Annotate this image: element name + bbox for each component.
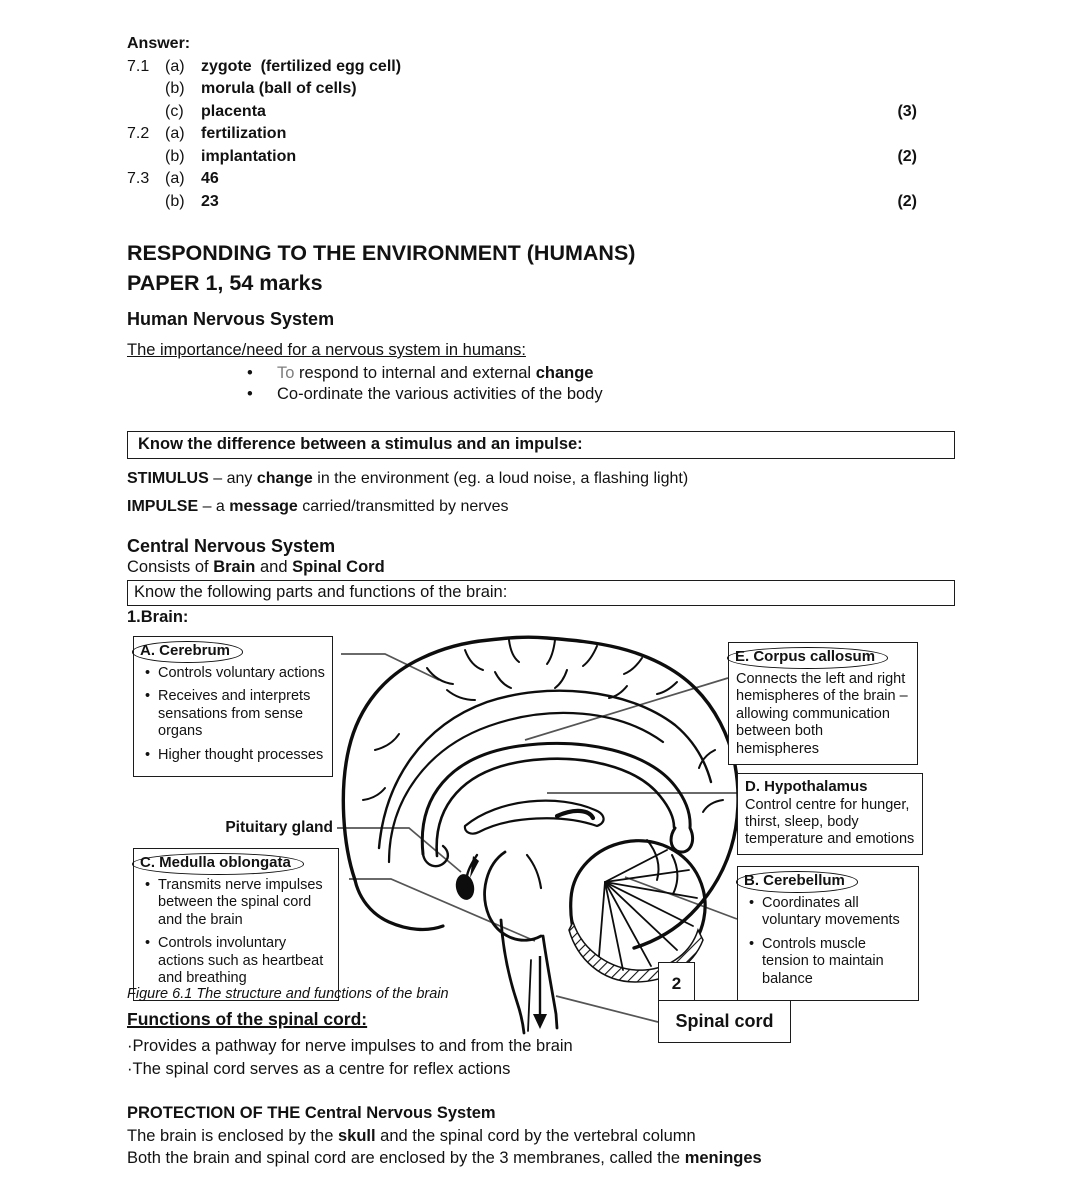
protection-meninges-word: meninges (684, 1149, 762, 1167)
medulla-functions-list (141, 877, 331, 988)
protection-line2-pre: Both the brain and spinal cord are enclosed by the 3 membranes, called the (127, 1149, 685, 1167)
stimulus-mid: – any (208, 470, 257, 487)
consists-spinal-cord: Spinal Cord (292, 558, 385, 576)
spinal-function-line: ·The spinal cord serves as a centre for reflex actions (127, 1060, 511, 1078)
answer-row (127, 78, 917, 101)
answer-letter: (b) (165, 147, 185, 165)
brain-figure (127, 630, 957, 1082)
cerebrum-title: A. Cerebrum (140, 642, 231, 659)
impulse-definition (127, 493, 1080, 521)
protection-line1-rest: and the spinal cord by the vertebral column (375, 1126, 696, 1145)
pituitary-gland-label: Pituitary gland (225, 819, 333, 836)
importance-heading: The importance/need for a nervous system in humans: (127, 341, 526, 359)
answer-label: Answer: (127, 35, 191, 52)
stimulus-bold-word: change (256, 470, 313, 487)
brain-numbered-label: 1.Brain: (127, 608, 189, 626)
know-difference-box: Know the difference between a stimulus and an impulse: (127, 431, 955, 459)
list-item: • Transmits nerve impulses between the spinal cord and the brain (141, 877, 331, 930)
cerebellum-title: B. Cerebellum (744, 872, 845, 889)
bullet-mid: respond to internal and external (294, 364, 536, 382)
answer-row (127, 123, 917, 146)
subsection-title: Human Nervous System (127, 309, 335, 329)
consists-mid: and (255, 558, 293, 576)
importance-bullet-list (127, 363, 1080, 405)
hypothalamus-title: D. Hypothalamus (745, 778, 868, 795)
answer-row (127, 168, 917, 191)
answer-letter: (a) (165, 125, 185, 142)
corpus-callosum-title: E. Corpus callosum (735, 648, 876, 665)
cns-heading: Central Nervous System (127, 536, 336, 556)
answer-section (127, 33, 917, 213)
corpus-callosum-title-ellipse (727, 647, 888, 669)
answer-text: placenta (201, 102, 266, 120)
bullet-bold: change (535, 364, 594, 382)
answer-text: 46 (201, 170, 219, 187)
answer-row (127, 56, 917, 79)
answer-number (127, 191, 165, 214)
label-box-corpus-callosum (728, 642, 918, 765)
answer-number: 7.3 (127, 170, 150, 187)
hypothalamus-description: Control centre for hunger, thirst, sleep, body temperature and emotions (745, 797, 915, 847)
label-box-medulla-oblongata (133, 848, 339, 1001)
list-item: • Higher thought processes (141, 747, 325, 765)
bullet-lead: To (277, 364, 295, 382)
spinal-cord-label-box: Spinal cord (658, 1000, 791, 1043)
cns-consists-line (127, 557, 1080, 578)
impulse-mid: – a (198, 498, 230, 515)
list-item: • Controls muscle tension to maintain balance (745, 936, 911, 989)
corpus-callosum-description: Connects the left and right hemispheres of the brain – allowing communication between both hemispheres (736, 670, 908, 757)
consists-pre: Consists of (127, 558, 214, 576)
stimulus-definition (127, 465, 1080, 493)
answer-number (127, 101, 165, 124)
impulse-rest: carried/transmitted by nerves (297, 498, 509, 515)
answer-number (127, 146, 165, 169)
cerebrum-functions-list (141, 665, 325, 765)
section-title-line1: RESPONDING TO THE ENVIRONMENT (HUMANS) (127, 241, 636, 265)
page-number-box: 2 (658, 962, 695, 1006)
protection-line (127, 1125, 1080, 1148)
figure-caption: Figure 6.1 The structure and functions of the brain (127, 986, 449, 1002)
answer-marks: (3) (897, 102, 917, 120)
spinal-functions-heading: Functions of the spinal cord: (127, 1009, 368, 1029)
answer-letter: (a) (165, 57, 185, 75)
protection-line1-pre: The brain is enclosed by the (127, 1126, 338, 1145)
answer-text: fertilization (201, 125, 287, 142)
label-box-cerebellum (737, 866, 919, 1001)
list-item: • Coordinates all voluntary movements (745, 895, 911, 930)
answer-number: 7.2 (127, 125, 150, 142)
impulse-bold-word: message (229, 498, 298, 515)
answer-text: morula (ball of cells) (201, 80, 357, 97)
answer-number: 7.1 (127, 57, 150, 75)
protection-section (127, 1102, 1080, 1170)
list-item: • Receives and interprets sensations from sense organs (141, 688, 325, 741)
protection-heading: PROTECTION OF THE Central Nervous System (127, 1104, 496, 1122)
answer-text: implantation (201, 147, 297, 165)
answer-marks (873, 56, 917, 79)
answer-marks: (2) (897, 192, 917, 210)
section-title (127, 238, 1080, 298)
section-title-line2: PAPER 1, 54 marks (127, 271, 323, 295)
bullet-item (127, 363, 1080, 384)
answer-marks (873, 78, 917, 101)
medulla-title: C. Medulla oblongata (140, 854, 291, 871)
spinal-cord-arrow (533, 956, 547, 1029)
stimulus-rest: in the environment (eg. a loud noise, a flashing light) (312, 470, 689, 487)
label-box-hypothalamus (737, 773, 923, 855)
answer-marks: (2) (897, 147, 917, 165)
answer-letter: (c) (165, 102, 184, 120)
cerebellum-shape (569, 841, 705, 982)
spinal-function-line: ·Provides a pathway for nerve impulses to and from the brain (127, 1037, 573, 1055)
answer-number (127, 78, 165, 101)
answer-text: 23 (201, 192, 219, 210)
list-item: • Controls involuntary actions such as heartbeat and breathing (141, 935, 331, 988)
know-parts-box: Know the following parts and functions of the brain: (127, 580, 955, 606)
answer-row (127, 101, 917, 124)
answer-marks (873, 168, 917, 191)
cerebrum-title-ellipse (132, 641, 243, 663)
impulse-term: IMPULSE (127, 498, 199, 515)
cerebellum-functions-list (745, 895, 911, 989)
stimulus-term: STIMULUS (127, 470, 209, 487)
label-box-cerebrum (133, 636, 333, 777)
list-item: • Controls voluntary actions (141, 665, 325, 683)
answer-marks (873, 123, 917, 146)
answer-letter: (b) (165, 80, 185, 97)
answer-row (127, 146, 917, 169)
bullet-item: • Co-ordinate the various activities of the body (127, 384, 1080, 405)
answer-letter: (b) (165, 192, 185, 210)
answer-letter: (a) (165, 170, 185, 187)
medulla-title-ellipse (132, 853, 304, 875)
pituitary-gland-shape (453, 856, 479, 902)
protection-line (127, 1147, 1080, 1170)
answer-text: zygote (fertilized egg cell) (201, 57, 402, 75)
protection-skull-word: skull (337, 1126, 376, 1145)
consists-brain: Brain (213, 558, 256, 576)
answer-row (127, 191, 917, 214)
cerebellum-title-ellipse (736, 871, 858, 893)
